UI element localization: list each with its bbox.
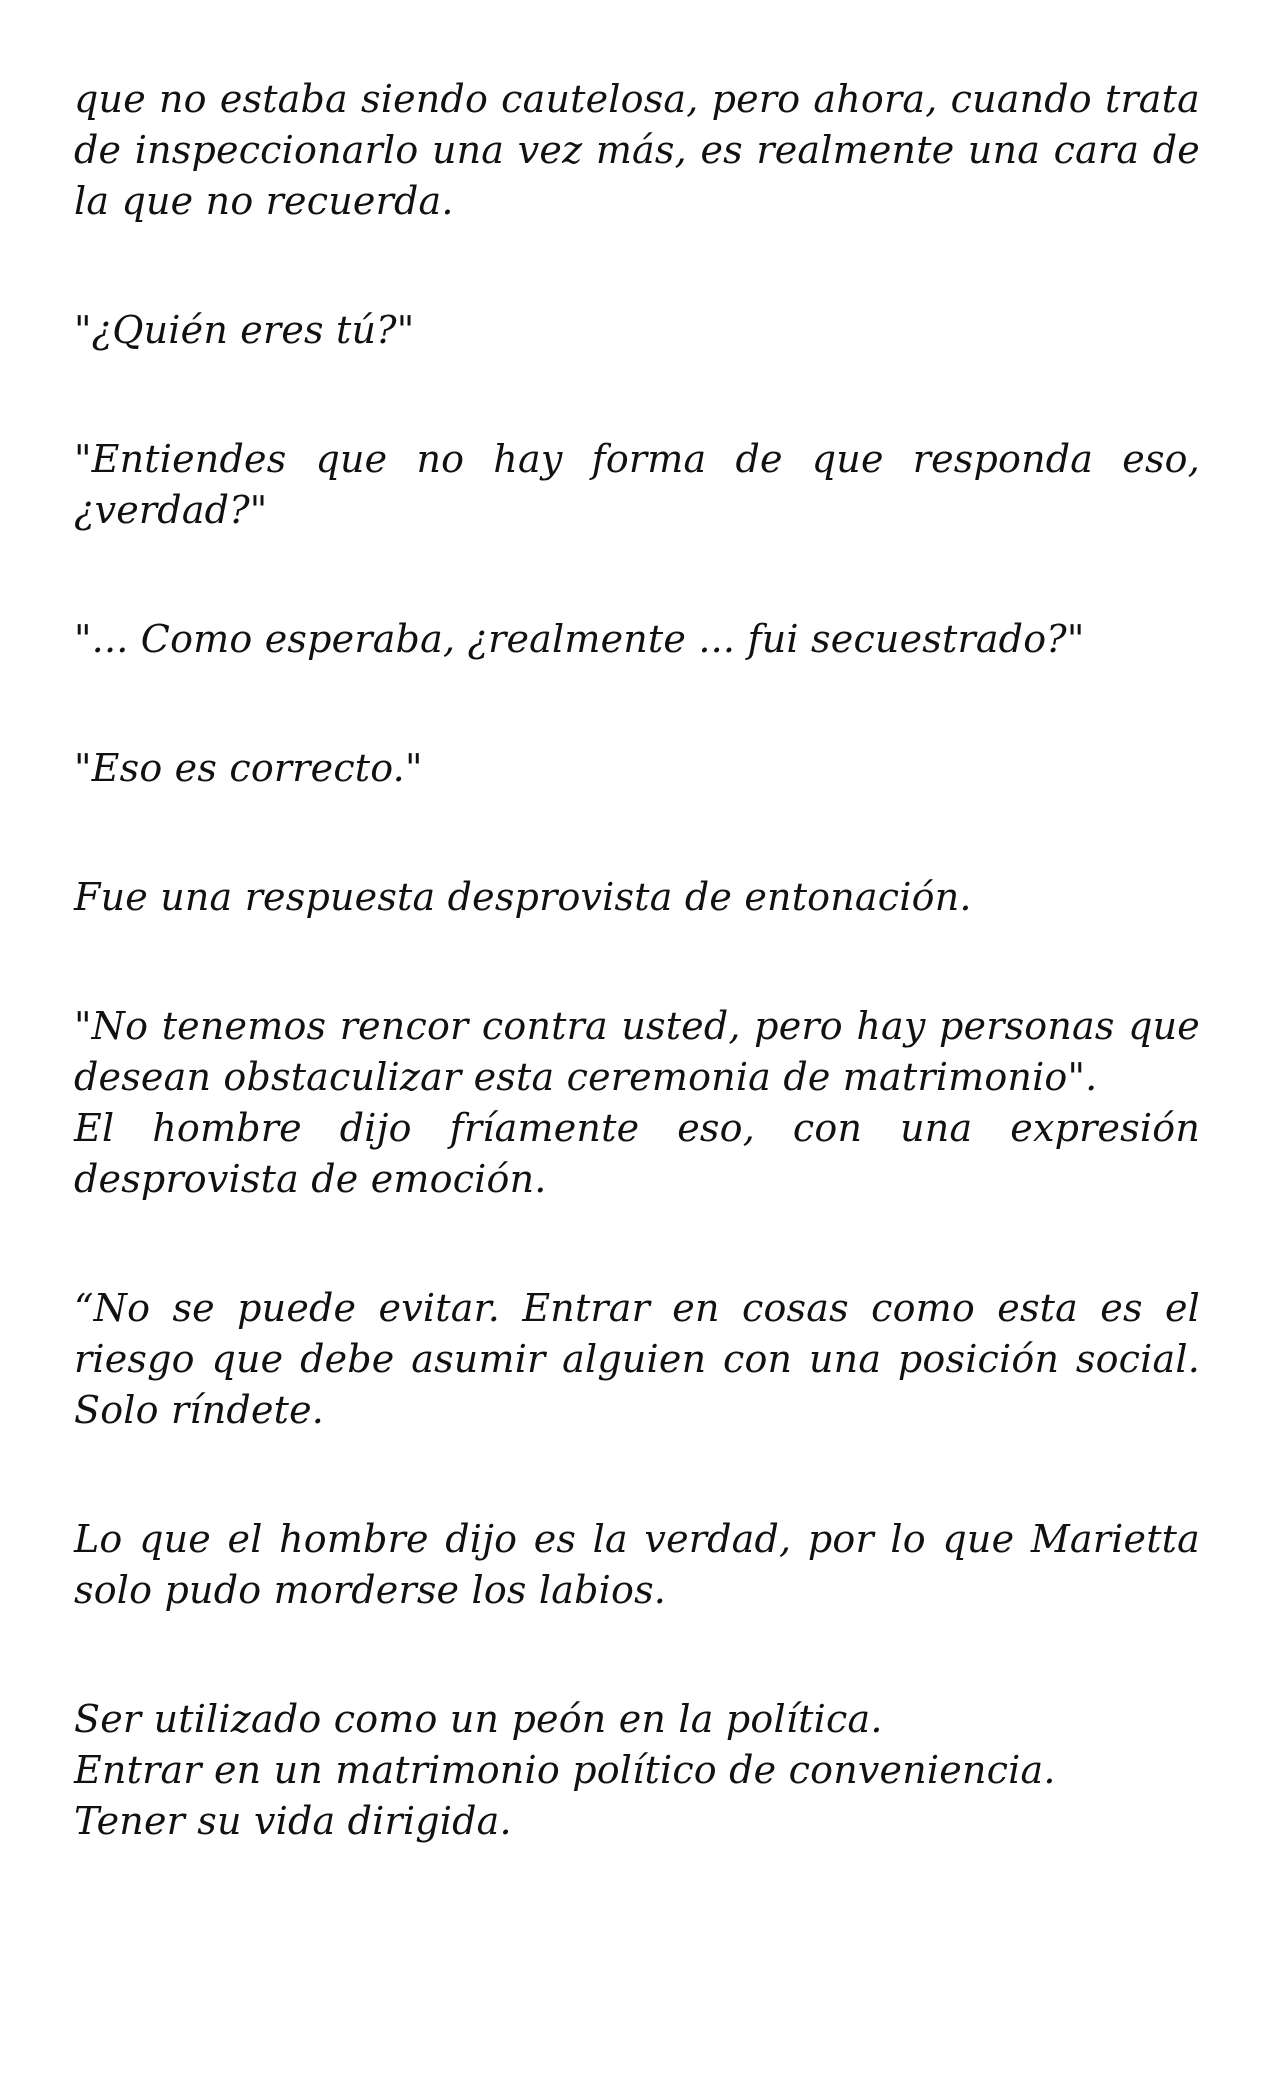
text-line: "¿Quién eres tú?" <box>74 308 415 352</box>
text-line: Ser utilizado como un peón en la política. <box>74 1697 883 1741</box>
paragraph <box>74 434 1200 536</box>
text-line: "Entiendes que no hay forma de que responda eso, ¿verdad?" <box>74 437 1200 532</box>
text-line: "Eso es correcto." <box>74 746 423 790</box>
text-line: “No se puede evitar. Entrar en cosas como esta es el riesgo que debe asumir alguien con una posición social. Solo ríndete. <box>74 1286 1200 1432</box>
paragraph <box>74 74 1200 227</box>
paragraph <box>74 1514 1200 1616</box>
text-line: Fue una respuesta desprovista de entonación. <box>74 875 972 919</box>
paragraph <box>74 1694 1200 1847</box>
text-line: "No tenemos rencor contra usted, pero hay personas que desean obstaculizar esta ceremonia de matrimonio". <box>74 1004 1200 1099</box>
text-line: que no estaba siendo cautelosa, pero ahora, cuando trata de inspeccionarlo una vez más, es realmente una cara de la que no recuerda. <box>74 77 1200 223</box>
document-page <box>74 74 1200 1925</box>
paragraph <box>74 1283 1200 1436</box>
paragraph <box>74 1001 1200 1205</box>
paragraph <box>74 743 1200 794</box>
text-line: El hombre dijo fríamente eso, con una expresión desprovista de emoción. <box>74 1106 1200 1201</box>
text-line: Entrar en un matrimonio político de conveniencia. <box>74 1748 1056 1792</box>
paragraph <box>74 614 1200 665</box>
text-line: Lo que el hombre dijo es la verdad, por lo que Marietta solo pudo morderse los labios. <box>74 1517 1200 1612</box>
paragraph <box>74 305 1200 356</box>
paragraph <box>74 872 1200 923</box>
text-line: Tener su vida dirigida. <box>74 1799 512 1843</box>
text-line: "... Como esperaba, ¿realmente ... fui secuestrado?" <box>74 617 1085 661</box>
